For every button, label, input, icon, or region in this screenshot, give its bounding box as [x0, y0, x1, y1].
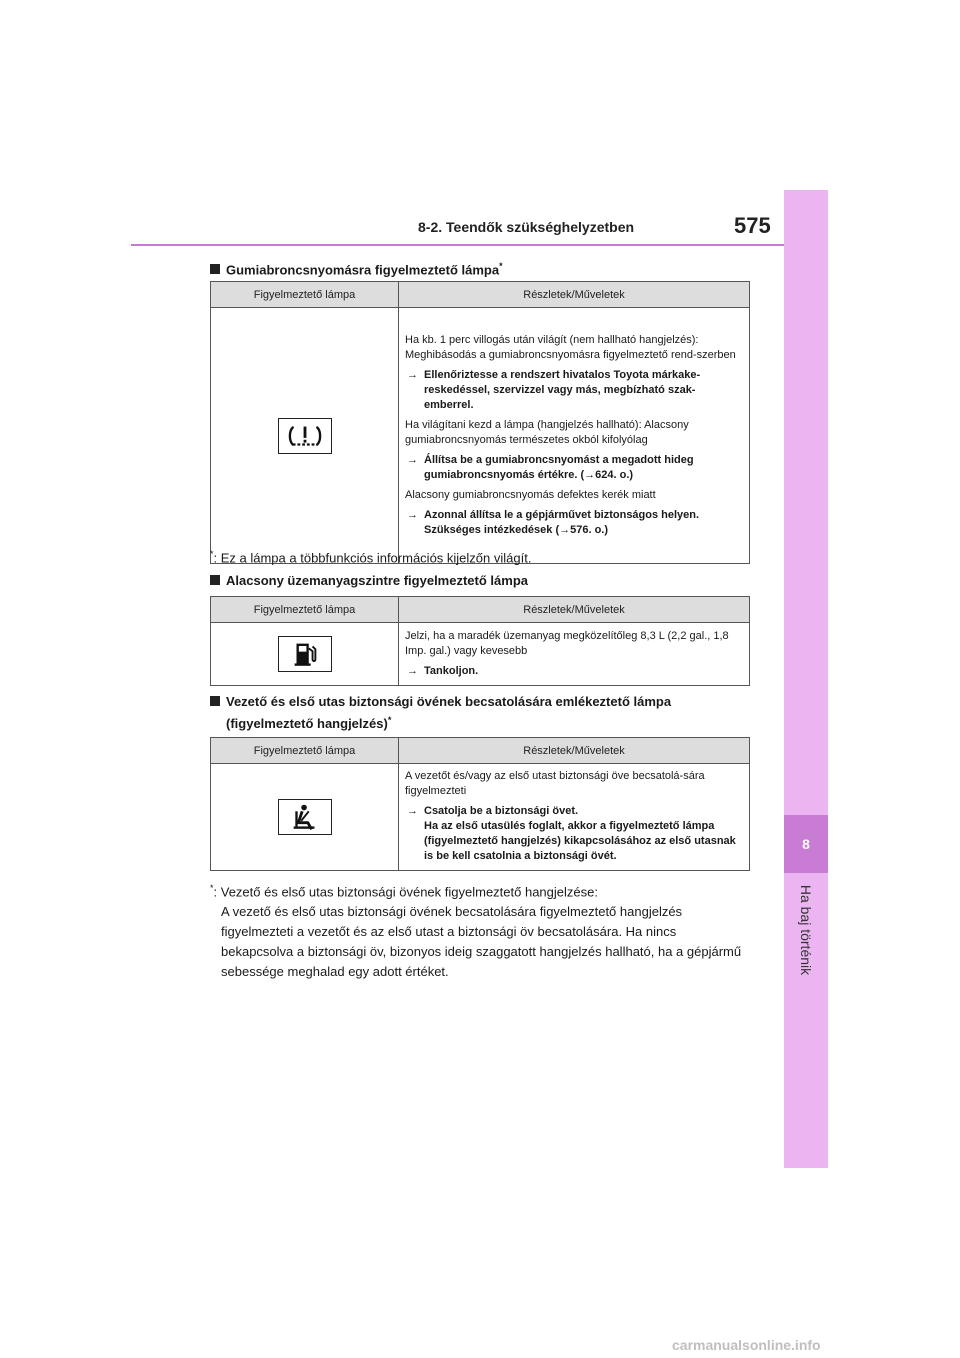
- col-header-lamp: Figyelmeztető lámpa: [211, 282, 399, 308]
- fuel-warning-table: [210, 596, 750, 686]
- watermark: carmanualsonline.info: [672, 1337, 821, 1353]
- col-header-lamp: Figyelmeztető lámpa: [211, 597, 399, 623]
- tire-pressure-warning-icon: [278, 418, 332, 454]
- belt-section-heading: Vezető és első utas biztonsági övének becsatolására emlékeztető lámpa (figyelmeztető hangjelzés)*: [210, 692, 671, 733]
- fuel-condition: Jelzi, ha a maradék üzemanyag megközelítőleg 8,3 L (2,2 gal., 1,8 Imp. gal.) vagy kevesebb: [405, 629, 729, 657]
- fuel-pump-icon: [278, 636, 332, 672]
- page-number: 575: [734, 213, 771, 238]
- tire-condition-2: Ha világítani kezd a lámpa (hangjelzés hallható): Alacsony gumiabroncsnyomás természetes okból kifolyólag: [405, 418, 689, 446]
- chapter-number-box: [784, 815, 828, 873]
- belt-warning-table: [210, 737, 750, 871]
- tire-section-heading: Gumiabroncsnyomásra figyelmeztető lámpa*: [210, 257, 503, 279]
- seatbelt-reminder-icon: [278, 799, 332, 835]
- chapter-label: Ha baj történik: [798, 884, 814, 976]
- heading-bullet: [210, 696, 220, 706]
- fuel-section-heading: Alacsony üzemanyagszintre figyelmeztető lámpa: [210, 571, 528, 590]
- chapter-number: 8: [802, 836, 810, 852]
- heading-bullet: [210, 575, 220, 585]
- tire-action-2: → Állítsa be a gumiabroncsnyomást a megadott hideg gumiabroncsnyomás értékre. (→624. o.): [407, 453, 694, 481]
- col-header-details: Részletek/Műveletek: [399, 738, 750, 764]
- tire-condition-3: Alacsony gumiabroncsnyomás defektes kerék miatt: [405, 488, 656, 501]
- tire-action-3: → Azonnal állítsa le a gépjárművet biztonságos helyen. Szükséges intézkedések (→576. o.): [407, 508, 700, 536]
- tire-warning-table: [210, 281, 750, 564]
- belt-footnote: *: Vezető és első utas biztonsági övének figyelmeztető hangjelzése: A vezető és első utas biztonsági övének becsatolására figyelmeztető hangjelzés figyelmezteti a vezetőt és az első utast a biztonsági öv becsatolására. Ha nincs bekapcsolva a biztonsági öv, bizonyos ideig szaggatott hangjelzés hallható, ha a gépjármű sebessége meghalad egy adott értéket.: [210, 883, 742, 980]
- section-header: 8-2. Teendők szükséghelyzetben: [418, 219, 635, 235]
- col-header-lamp: Figyelmeztető lámpa: [211, 738, 399, 764]
- tire-action-1: → Ellenőriztesse a rendszert hivatalos Toyota márkake-reskedéssel, szervizzel vagy más, megbízható szak-emberrel.: [407, 368, 701, 411]
- tire-footnote: *: Ez a lámpa a többfunkciós információs kijelzőn világít.: [210, 549, 532, 566]
- tire-condition-1: Ha kb. 1 perc villogás után világít (nem hallható hangjelzés): Meghibásodás a gumiabroncsnyomásra figyelmeztető rend-szerben: [405, 333, 736, 361]
- header-rule: [131, 244, 784, 246]
- belt-action: → Csatolja be a biztonsági övet. Ha az első utasülés foglalt, akkor a figyelmeztető lámpa (figyelmeztető hangjelzés) kikapcsolásához az első utasnak is be kell csatolnia a biztonsági övét.: [407, 805, 736, 862]
- col-header-details: Részletek/Műveletek: [399, 282, 750, 308]
- chapter-side-tab: [784, 190, 828, 1168]
- heading-bullet: [210, 264, 220, 274]
- fuel-action: → Tankoljon.: [407, 664, 479, 677]
- belt-condition: A vezetőt és/vagy az első utast biztonsági öve becsatolá-sára figyelmezteti: [405, 770, 705, 797]
- col-header-details: Részletek/Műveletek: [399, 597, 750, 623]
